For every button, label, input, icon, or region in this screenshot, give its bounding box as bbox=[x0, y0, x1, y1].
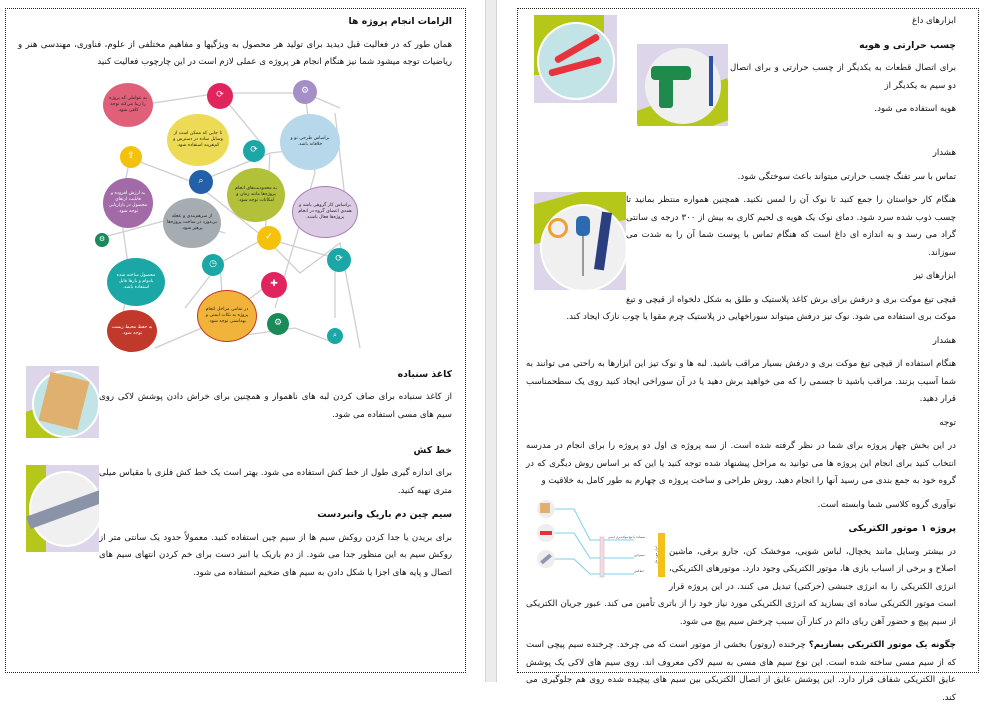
search-doc-icon: ⌕ bbox=[189, 170, 213, 194]
page-right bbox=[497, 0, 984, 703]
glue-gun-image bbox=[637, 44, 728, 126]
alarm-check-icon: ✓ bbox=[257, 226, 281, 250]
warning-text: هنگام کار حواستان را جمع کنید تا نوک آن را لمس نکنید. همچنین همواره منتظر بمانید تا چسب ذوب شده سرد شود. دمای نوک یک هویه ی لحیم کاری به بیش از ۳۰۰ درجه ی سانتی گراد می رسد و به اندازه ای داغ است که هنگام تماس با پوست شما آن را به شدت می سوزاند. bbox=[626, 195, 956, 258]
glue-title: چسب حرارتی و هویه bbox=[859, 39, 956, 51]
diagram-label: سمباده یا تیغ موکت‌بری ایمنی bbox=[608, 534, 646, 539]
sync-icon: ⟳ bbox=[243, 140, 265, 162]
project-title: پروژه ۱ موتور الکتریکی bbox=[848, 523, 956, 534]
sync-search-icon: ⟳ bbox=[327, 248, 351, 272]
sharp-tools-image bbox=[534, 192, 626, 290]
pliers-text: برای بریدن یا جدا کردن روکش سیم ها از سیم چین استفاده کنید. معمولاً حدود یک سانتی متر از روکش سیم به این منظور جدا می شود. از دم باریک یا انبر دست برای خم کردن انتهای سیم های اتصال و پایه های اجزا یا شکل دادن به سیم های ضخیم استفاده می شود. bbox=[99, 532, 452, 578]
note-text-2: نوآوری گروه کلاسی شما وابسته است. bbox=[817, 499, 956, 510]
ruler-image bbox=[26, 465, 99, 552]
gear-icon: ⚙ bbox=[267, 313, 289, 335]
hot-tools-images bbox=[534, 15, 730, 141]
page-left bbox=[0, 0, 485, 682]
project-text: در بیشتر وسایل مانند یخچال، لباس شویی، موخشک کن، جارو برقی، ماشین اصلاح و برخی از اسباب بازی ها، موتور الکتریکی وجود دارد. موتورهای الکتریکی، انرژی الکتریکی را به انرژی جنبشی (حرکتی) تبدیل می کنند. در این پروژه قرار است موتور الکتریکی ساده ای بسازید که انرژی الکتریکی مورد نیاز خود را از باتری تأمین می کند. عبور جریان الکتریکی از سیم پیچ و حضور آهن ربای دائم در کنار آن سبب چرخش سیم پیچ می شود. bbox=[526, 546, 956, 627]
bubble-safety: در تمامی مراحل انجام پروژه به نکات ایمنی و بهداشتی توجه شود. bbox=[197, 290, 257, 342]
sandpaper-image bbox=[26, 366, 99, 438]
puzzle-icon: ✚ bbox=[261, 272, 287, 298]
search-small-icon: ⌕ bbox=[327, 328, 343, 344]
diagram-label: سیم‌چین bbox=[634, 552, 645, 557]
warning-2-title: هشدار bbox=[932, 335, 956, 346]
glue-text-2: هویه استفاده می شود. bbox=[874, 104, 956, 114]
diagram-lines bbox=[534, 497, 669, 579]
gear-small-icon: ⚙ bbox=[95, 233, 109, 247]
howto-paragraph bbox=[526, 637, 956, 707]
bubble-simple-tools: تا جایی که ممکن است از وسایل ساده در دسترس و کم‌هزینه استفاده شود. bbox=[167, 114, 229, 166]
diagram-label: ابزار مورد نیاز bbox=[653, 545, 658, 564]
page-right-content bbox=[526, 13, 956, 713]
intro-paragraph: همان طور که در فعالیت قبل دیدید برای تولید هر محصول به ویژگیها و مفاهیم مختلفی از علوم، فناوری، مهندسی هنر و ریاضیات توجه میشود شما نیز هنگام انجام هر پروژه ی عملی لازم است در این چارچوب فعالیت کنید bbox=[18, 39, 452, 67]
alarm-icon: ◷ bbox=[202, 254, 224, 276]
page-gutter bbox=[485, 0, 497, 682]
note-text: در این بخش چهار پروژه برای شما در نظر گرفته شده است. از سه پروژه ی اول دو پروژه را برای انجام در مدرسه انتخاب کنید برای انجام این پروژه ها می توانید به مراحل پیشنهاد شده توجه کنید یا این که بر اساس روش دیگری که در گروه خود به جمع بندی می رسید آنها را انجام دهید. روش طراحی و ساخت پروژه ی چهارم به طور کامل به خلاقیت و bbox=[526, 441, 956, 486]
bubble-durable: محصول ساخته شده بادوام و بارها قابل استفاده باشد. bbox=[107, 258, 165, 306]
sandpaper-text: از کاغذ سنباده برای صاف کردن لبه های ناهموار و همچنین برای خراش دادن پوشش لاکی روی سیم های مسی استفاده می شود. bbox=[99, 392, 452, 420]
bubble-no-rush: از سرهم‌بندی و عجله بی‌مورد در ساخت پروژه‌ها پرهیز شود. bbox=[163, 198, 221, 248]
bubble-creative: براساس طرحی نو و خلاقانه باشد. bbox=[280, 114, 340, 170]
bubble-constraints: به محدودیت‌های انجام پروژه‌ها مانند زمان و امکانات توجه شود. bbox=[227, 168, 285, 222]
bubble-environment: به حفظ محیط زیست توجه شود. bbox=[107, 310, 157, 352]
warning-line: تماس با سر تفنگ چسب حرارتی میتواند باعث سوختگی شود. bbox=[737, 171, 956, 182]
glue-text: برای اتصال قطعات به یکدیگر از چسب حرارتی و برای اتصال دو سیم به یکدیگر از bbox=[730, 63, 956, 91]
requirements-infographic bbox=[95, 78, 375, 356]
pliers-image bbox=[534, 15, 617, 103]
howto-text: چرخنده (روتور) بخشی از موتور است که می چرخد. چرخنده سیم پیچی است که از سیم مسی ساخته شده است. این نوع سیم های مسی به سیم لاکی معروف اند. روی سیم های لاکی یک پوشش عایق الکتریکی شفاف قرار دارد. این پوشش عایق از اتصال الکتریکی بین سیم های پیچیده شده روی هم جلوگیری می کند. bbox=[526, 640, 956, 703]
upload-icon: ⇧ bbox=[120, 146, 142, 168]
howto-title: چگونه یک موتور الکتریکی بسازیم؟ bbox=[808, 640, 956, 650]
sharp-tools-text: قیچی تیغ موکت بری و درفش برای برش کاغذ پلاستیک و طلق به شکل دلخواه از قیچی و تیغ موکت بری استفاده می شود. نوک تیز درفش میتواند سوراخهایی در پلاستیک چرم مقوا یا چوب نازک ایجاد کند. bbox=[566, 294, 956, 322]
bubble-beauty: به عواملی که پروژه را زیبا می‌کند توجه کافی شود. bbox=[103, 83, 153, 127]
bubble-added-value: به ارزش افزوده و قابلیت ارتقای محصول در بازاریابی توجه شود. bbox=[103, 178, 153, 228]
page-left-content bbox=[18, 13, 452, 588]
refresh-icon: ⟳ bbox=[207, 83, 233, 109]
tools-diagram bbox=[534, 497, 669, 579]
ruler-title: خط کش bbox=[413, 444, 452, 456]
section-title: الزامات انجام پروژه ها bbox=[348, 16, 452, 27]
ruler-text: برای اندازه گیری طول از خط کش استفاده می شود. بهتر است یک خط کش فلزی با مقیاس میلی متری تهیه کنید. bbox=[99, 468, 452, 496]
warning-2-text: هنگام استفاده از قیچی تیغ موکت بری و درفش بسیار مراقب باشید. لبه ها و نوک تیز این ابزارها به راحتی می توانند به شما آسیب بزنند. مراقب باشید تا جسمی را که می خواهید برش دهید یا در آن سوراخی ایجاد کنید روی یک سطحمناسب قرار دهید. bbox=[526, 359, 956, 404]
hot-tools-title: ابزارهای داغ bbox=[911, 16, 956, 26]
bubble-teamwork: براساس کار گروهی باشد و همه‌ی اعضای گروه در انجام پروژه‌ها فعال باشند. bbox=[292, 186, 358, 238]
note-title: توجه bbox=[939, 417, 956, 428]
sandpaper-title: کاغذ سنباده bbox=[397, 368, 452, 380]
diagram-label: خط‌کش bbox=[634, 568, 644, 573]
warning-title: هشدار bbox=[932, 148, 956, 158]
settings-icon: ⚙ bbox=[293, 80, 317, 104]
pliers-title: سیم چین دم باریک وانبردست bbox=[317, 509, 452, 520]
sharp-tools-title: ابزارهای تیز bbox=[913, 271, 956, 281]
